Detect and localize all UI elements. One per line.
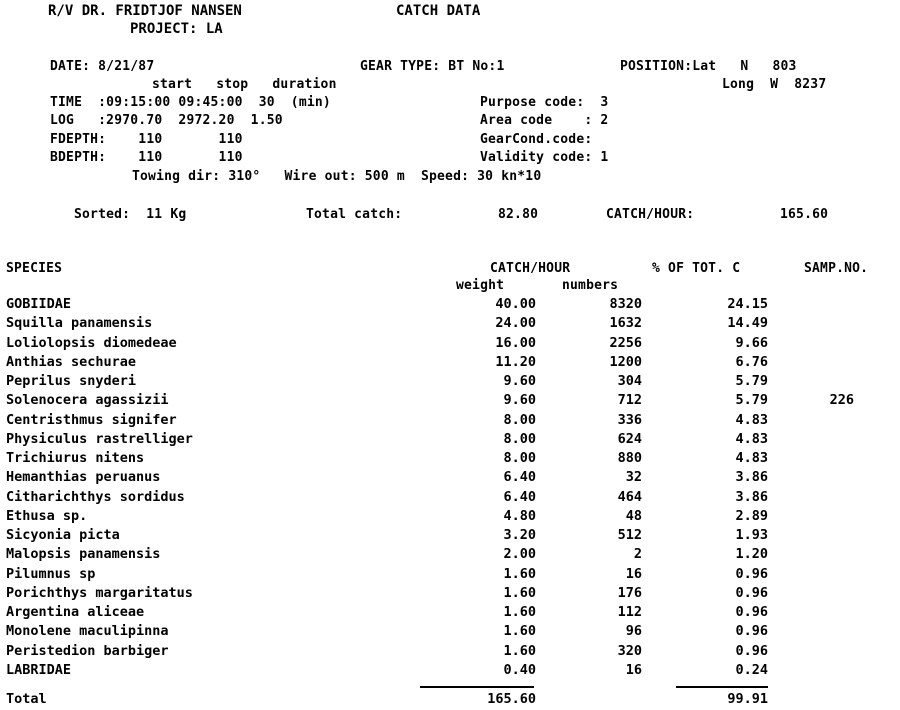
- numbers-cell: 112: [617, 604, 642, 620]
- weight-cell: 8.00: [503, 450, 536, 466]
- weight-cell: 1.60: [503, 565, 536, 582]
- percent-cell: 5.79: [735, 392, 768, 409]
- numbers-cell: 2: [633, 546, 642, 563]
- percent-total-rule: [676, 686, 768, 688]
- table-row: [0, 314, 900, 333]
- numbers-cell: 712: [617, 392, 642, 409]
- table-row: [0, 295, 900, 314]
- percent-total-header: % OF TOT. C: [652, 261, 741, 276]
- species-name: Porichthys margaritatus: [6, 584, 193, 601]
- numbers-cell: 8320: [609, 296, 642, 312]
- catch-per-hour-label: CATCH/HOUR:: [606, 207, 695, 222]
- log-line: LOG :2970.70 2972.20 1.50: [50, 113, 283, 128]
- weight-cell: 40.00: [495, 296, 536, 312]
- percent-cell: 5.79: [735, 373, 768, 389]
- species-name: LABRIDAE: [6, 661, 72, 678]
- document-title: CATCH DATA: [396, 3, 481, 19]
- species-name: Loliolopsis diomedeae: [6, 334, 177, 351]
- gearcond-code: GearCond.code:: [480, 132, 593, 147]
- percent-cell: 0.96: [735, 642, 768, 659]
- percent-cell: 0.24: [735, 661, 768, 678]
- species-name: Citharichthys sordidus: [6, 488, 185, 505]
- vessel-name: R/V DR. FRIDTJOF NANSEN: [48, 3, 242, 19]
- fdepth-line: FDEPTH: 110 110: [50, 132, 243, 147]
- numbers-cell: 176: [617, 584, 642, 601]
- species-header: SPECIES: [6, 261, 63, 276]
- table-row: [0, 642, 900, 661]
- total-weight: 165.60: [487, 691, 536, 707]
- percent-cell: 4.83: [735, 450, 768, 466]
- weight-cell: 3.20: [503, 527, 536, 543]
- weight-cell: 6.40: [503, 469, 536, 486]
- weight-cell: 6.40: [503, 488, 536, 505]
- percent-cell: 3.86: [735, 469, 768, 486]
- weight-cell: 24.00: [495, 315, 536, 332]
- bdepth-line: BDEPTH: 110 110: [50, 150, 243, 165]
- table-row: [0, 622, 900, 641]
- weight-cell: 4.80: [503, 507, 536, 524]
- table-row: [0, 468, 900, 487]
- project-label: PROJECT: LA: [130, 21, 223, 37]
- numbers-cell: 32: [625, 469, 642, 486]
- percent-cell: 9.66: [735, 334, 768, 351]
- position-lat-field: POSITION:Lat N 803: [620, 59, 797, 74]
- weight-cell: 8.00: [503, 430, 536, 447]
- sorted-weight: Sorted: 11 Kg: [74, 207, 187, 222]
- weight-cell: 0.40: [503, 661, 536, 678]
- numbers-cell: 336: [617, 411, 642, 428]
- numbers-cell: 96: [625, 623, 642, 640]
- numbers-cell: 16: [625, 565, 642, 582]
- sample-number-cell: 226: [829, 392, 854, 409]
- weight-total-rule: [420, 686, 534, 688]
- percent-cell: 1.20: [735, 546, 768, 563]
- table-row: [0, 565, 900, 584]
- species-name: Peristedion barbiger: [6, 642, 169, 659]
- percent-cell: 0.96: [735, 584, 768, 601]
- weight-cell: 1.60: [503, 584, 536, 601]
- catch-hour-header: CATCH/HOUR: [490, 261, 571, 276]
- species-name: Monolene maculipinna: [6, 623, 169, 640]
- percent-cell: 2.89: [735, 507, 768, 524]
- sample-number-header: SAMP.NO.: [804, 261, 869, 276]
- catch-per-hour-value: 165.60: [780, 207, 829, 222]
- weight-cell: 9.60: [503, 392, 536, 409]
- total-label: Total: [6, 691, 47, 707]
- numbers-cell: 1200: [609, 353, 642, 370]
- percent-cell: 4.83: [735, 411, 768, 428]
- table-row: [0, 584, 900, 603]
- table-row: [0, 526, 900, 545]
- total-catch-label: Total catch:: [306, 207, 403, 222]
- species-name: Trichiurus nitens: [6, 450, 145, 466]
- area-code: Area code : 2: [480, 113, 609, 128]
- percent-cell: 0.96: [735, 604, 768, 620]
- percent-cell: 24.15: [727, 296, 768, 312]
- percent-cell: 0.96: [735, 565, 768, 582]
- weight-cell: 1.60: [503, 642, 536, 659]
- percent-cell: 6.76: [735, 353, 768, 370]
- numbers-cell: 464: [617, 488, 642, 505]
- table-row: [0, 334, 900, 353]
- numbers-cell: 1632: [609, 315, 642, 332]
- species-name: Peprilus snyderi: [6, 373, 137, 389]
- numbers-cell: 48: [625, 507, 642, 524]
- gear-type-field: GEAR TYPE: BT No:1: [360, 59, 505, 74]
- percent-cell: 14.49: [727, 315, 768, 332]
- percent-cell: 1.93: [735, 527, 768, 543]
- numbers-header: numbers: [562, 278, 619, 293]
- percent-cell: 4.83: [735, 430, 768, 447]
- percent-cell: 3.86: [735, 488, 768, 505]
- species-name: GOBIIDAE: [6, 296, 72, 312]
- total-percent: 99.91: [727, 691, 768, 707]
- species-name: Physiculus rastrelliger: [6, 430, 193, 447]
- table-row: [0, 545, 900, 564]
- species-name: Anthias sechurae: [6, 353, 137, 370]
- time-column-headers: start stop duration: [152, 77, 337, 92]
- table-row: [0, 391, 900, 410]
- towing-line: Towing dir: 310° Wire out: 500 m Speed: 30 kn*10: [132, 169, 542, 184]
- percent-cell: 0.96: [735, 623, 768, 640]
- table-row: [0, 449, 900, 468]
- species-name: Pilumnus sp: [6, 565, 96, 582]
- species-name: Hemanthias peruanus: [6, 469, 161, 486]
- weight-cell: 8.00: [503, 411, 536, 428]
- weight-cell: 11.20: [495, 353, 536, 370]
- species-name: Solenocera agassizii: [6, 392, 169, 409]
- validity-code: Validity code: 1: [480, 150, 609, 165]
- species-name: Argentina aliceae: [6, 604, 145, 620]
- species-name: Malopsis panamensis: [6, 546, 161, 563]
- weight-cell: 9.60: [503, 373, 536, 389]
- table-row: [0, 661, 900, 680]
- purpose-code: Purpose code: 3: [480, 95, 609, 110]
- species-name: Squilla panamensis: [6, 315, 153, 332]
- numbers-cell: 304: [617, 373, 642, 389]
- total-row: [0, 690, 900, 709]
- position-long-field: Long W 8237: [722, 77, 827, 92]
- table-row: [0, 372, 900, 391]
- numbers-cell: 320: [617, 642, 642, 659]
- numbers-cell: 624: [617, 430, 642, 447]
- species-name: Sicyonia picta: [6, 527, 120, 543]
- table-row: [0, 488, 900, 507]
- table-row: [0, 353, 900, 372]
- weight-cell: 16.00: [495, 334, 536, 351]
- total-catch-value: 82.80: [498, 207, 539, 222]
- table-row: [0, 507, 900, 526]
- table-row: [0, 603, 900, 622]
- numbers-cell: 512: [617, 527, 642, 543]
- species-name: Ethusa sp.: [6, 507, 88, 524]
- numbers-cell: 2256: [609, 334, 642, 351]
- date-field: DATE: 8/21/87: [50, 59, 155, 74]
- table-row: [0, 430, 900, 449]
- weight-cell: 1.60: [503, 604, 536, 620]
- species-name: Centristhmus signifer: [6, 411, 177, 428]
- numbers-cell: 16: [625, 661, 642, 678]
- numbers-cell: 880: [617, 450, 642, 466]
- time-line: TIME :09:15:00 09:45:00 30 (min): [50, 95, 331, 110]
- weight-header: weight: [456, 278, 505, 293]
- weight-cell: 2.00: [503, 546, 536, 563]
- table-row: [0, 411, 900, 430]
- weight-cell: 1.60: [503, 623, 536, 640]
